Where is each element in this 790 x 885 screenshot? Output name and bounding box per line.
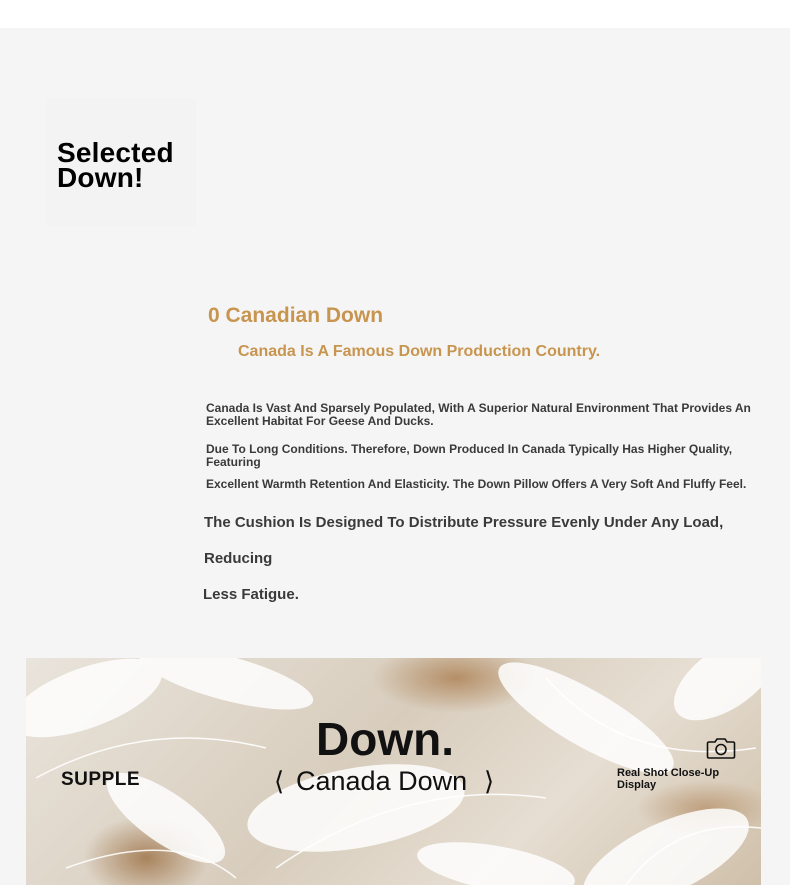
heading-line-2: Down!	[57, 162, 144, 193]
feature-paragraph-4	[204, 505, 756, 613]
camera-icon	[706, 736, 736, 760]
down-banner	[26, 658, 761, 885]
banner-left-label: SUPPLE	[61, 769, 141, 790]
feature-subtitle: Canada Is A Famous Down Production Country.	[238, 343, 601, 360]
banner-title: Down.	[316, 713, 454, 765]
banner-right-label: Real Shot Close-Up Display	[617, 767, 720, 791]
feature-title: 0 Canadian Down	[208, 304, 384, 327]
section-heading	[57, 137, 174, 193]
feature-paragraph-3: Excellent Warmth Retention And Elasticity. The Down Pillow Offers A Very Soft And Fluffy Feel.	[206, 477, 747, 491]
left-brace-icon: ⟨	[274, 766, 285, 796]
heading-line-1: Selected	[57, 137, 174, 168]
top-bar	[0, 0, 790, 28]
right-brace-icon: ⟩	[484, 766, 495, 796]
feature-paragraph-4-line-1: The Cushion Is Designed To Distribute Pressure Evenly Under Any Load, Reducing	[204, 514, 724, 567]
banner-subtitle-text: Canada Down	[296, 766, 468, 796]
feature-paragraph-4-line-2: Less Fatigue.	[203, 586, 299, 603]
banner-subtitle	[274, 764, 500, 798]
feature-paragraph-2: Due To Long Conditions. Therefore, Down Produced In Canada Typically Has Higher Quality, Featuring	[206, 442, 733, 469]
feature-paragraph-1: Canada Is Vast And Sparsely Populated, With A Superior Natural Environment That Provides An Excellent Habitat For Geese And Ducks.	[206, 401, 751, 428]
